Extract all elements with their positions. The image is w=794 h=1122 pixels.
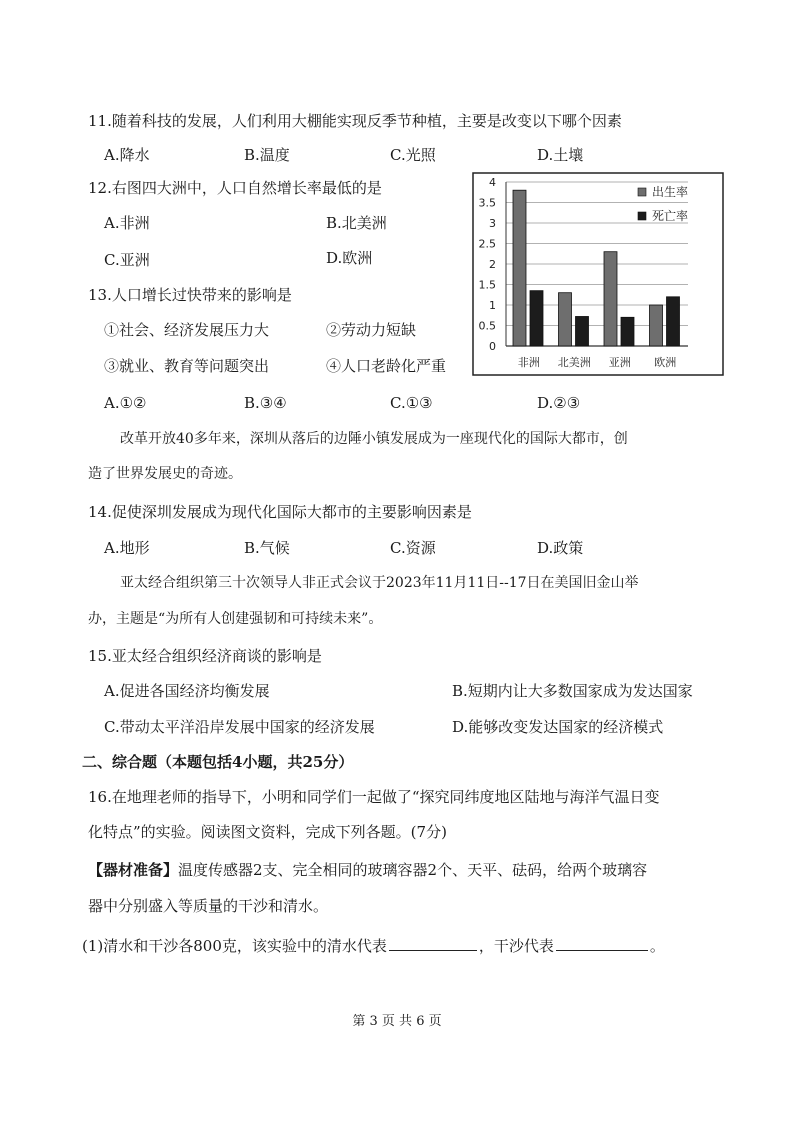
q13-option-b[interactable]: B.③④ bbox=[244, 394, 287, 412]
materials-label: 【器材准备】 bbox=[88, 861, 179, 879]
q16-materials bbox=[88, 860, 647, 880]
q13-item-1: ①社会、经济发展压力大 bbox=[104, 321, 270, 339]
q15-option-b[interactable]: B.短期内让大多数国家成为发达国家 bbox=[452, 682, 693, 700]
q11-stem: 11.随着科技的发展，人们利用大棚能实现反季节种植，主要是改变以下哪个因素 bbox=[88, 112, 622, 130]
q12-option-d[interactable]: D.欧洲 bbox=[326, 249, 373, 267]
materials-text: 温度传感器2支、完全相同的玻璃容器2个、天平、砝码，给两个玻璃容 bbox=[178, 861, 648, 879]
answer-blank-water[interactable] bbox=[389, 936, 477, 951]
q11-option-c[interactable]: C.光照 bbox=[390, 146, 436, 164]
passage-shenzhen-line2: 造了世界发展史的奇迹。 bbox=[88, 466, 242, 482]
legend-label: 死亡率 bbox=[652, 209, 689, 223]
q16-stem-line1: 16.在地理老师的指导下，小明和同学们一起做了“探究同纬度地区陆地与海洋气温日变 bbox=[88, 788, 660, 806]
q14-option-c[interactable]: C.资源 bbox=[390, 539, 436, 557]
y-tick-label: 3 bbox=[489, 217, 496, 230]
q16-sub1-text-a: (1)清水和干沙各800克，该实验中的清水代表 bbox=[82, 937, 387, 955]
q13-option-c[interactable]: C.①③ bbox=[390, 394, 433, 412]
q11-option-a[interactable]: A.降水 bbox=[104, 146, 150, 164]
q12-option-a[interactable]: A.非洲 bbox=[104, 214, 150, 232]
q13-stem: 13.人口增长过快带来的影响是 bbox=[88, 286, 292, 304]
q12-option-c[interactable]: C.亚洲 bbox=[104, 251, 150, 269]
y-tick-label: 0.5 bbox=[478, 319, 496, 333]
q16-sub1-text-b: ，干沙代表 bbox=[478, 937, 554, 955]
q15-option-c[interactable]: C.带动太平洋沿岸发展中国家的经济发展 bbox=[104, 718, 375, 736]
bar-出生率-欧洲 bbox=[650, 305, 663, 346]
passage-shenzhen-line1: 改革开放40多年来，深圳从落后的边陲小镇发展成为一座现代化的国际大都市，创 bbox=[120, 431, 628, 447]
x-tick-label: 欧洲 bbox=[654, 356, 677, 369]
answer-blank-sand[interactable] bbox=[556, 936, 648, 951]
q13-item-3: ③就业、教育等问题突出 bbox=[104, 357, 270, 375]
x-tick-label: 北美洲 bbox=[557, 356, 591, 369]
x-tick-label: 非洲 bbox=[517, 356, 540, 369]
y-tick-label: 3.5 bbox=[478, 196, 496, 210]
y-tick-label: 2.5 bbox=[478, 237, 496, 251]
y-tick-label: 2 bbox=[489, 258, 496, 271]
section-2-title: 二、综合题（本题包括4小题，共25分） bbox=[82, 753, 354, 771]
q13-option-a[interactable]: A.①② bbox=[104, 394, 147, 412]
bar-死亡率-亚洲 bbox=[621, 317, 634, 346]
q13-item-2: ②劳动力短缺 bbox=[326, 321, 417, 339]
q12-option-b[interactable]: B.北美洲 bbox=[326, 214, 387, 232]
y-tick-label: 1.5 bbox=[478, 278, 496, 292]
q16-stem-line2: 化特点”的实验。阅读图文资料，完成下列各题。(7分) bbox=[88, 823, 447, 841]
chart-frame bbox=[473, 173, 723, 375]
passage-apec-line2: 办，主题是“为所有人创建强韧和可持续未来”。 bbox=[88, 611, 383, 627]
y-tick-label: 1 bbox=[489, 299, 496, 312]
legend-swatch bbox=[638, 212, 646, 220]
q15-option-a[interactable]: A.促进各国经济均衡发展 bbox=[104, 682, 270, 700]
q13-option-d[interactable]: D.②③ bbox=[537, 394, 581, 412]
q14-option-a[interactable]: A.地形 bbox=[104, 539, 150, 557]
bar-出生率-北美洲 bbox=[559, 293, 572, 346]
bar-出生率-非洲 bbox=[513, 190, 526, 346]
q13-item-4: ④人口老龄化严重 bbox=[326, 357, 447, 375]
legend-swatch bbox=[638, 188, 646, 196]
q14-option-b[interactable]: B.气候 bbox=[244, 539, 290, 557]
chart-canvas bbox=[472, 172, 724, 376]
q16-sub1 bbox=[82, 936, 665, 956]
q11-option-d[interactable]: D.土壤 bbox=[537, 146, 584, 164]
page-footer: 第 3 页 共 6 页 bbox=[352, 1014, 442, 1029]
bar-死亡率-欧洲 bbox=[667, 297, 680, 346]
y-tick-label: 0 bbox=[489, 340, 496, 353]
q14-stem: 14.促使深圳发展成为现代化国际大都市的主要影响因素是 bbox=[88, 503, 472, 521]
q15-option-d[interactable]: D.能够改变发达国家的经济模式 bbox=[452, 718, 664, 736]
y-tick-label: 4 bbox=[489, 176, 496, 189]
q14-option-d[interactable]: D.政策 bbox=[537, 539, 584, 557]
q16-sub1-text-c: 。 bbox=[649, 937, 665, 955]
q11-option-b[interactable]: B.温度 bbox=[244, 146, 290, 164]
q16-materials-line2: 器中分别盛入等质量的干沙和清水。 bbox=[88, 897, 329, 915]
q12-stem: 12.右图四大洲中，人口自然增长率最低的是 bbox=[88, 179, 382, 197]
birth-death-rate-chart bbox=[472, 172, 724, 376]
bar-出生率-亚洲 bbox=[604, 252, 617, 346]
passage-apec-line1: 亚太经合组织第三十次领导人非正式会议于2023年11月11日--17日在美国旧金山举 bbox=[120, 575, 639, 591]
bar-死亡率-北美洲 bbox=[576, 316, 589, 346]
q15-stem: 15.亚太经合组织经济商谈的影响是 bbox=[88, 647, 322, 665]
legend-label: 出生率 bbox=[652, 185, 689, 199]
x-tick-label: 亚洲 bbox=[608, 356, 631, 369]
bar-死亡率-非洲 bbox=[530, 291, 543, 346]
